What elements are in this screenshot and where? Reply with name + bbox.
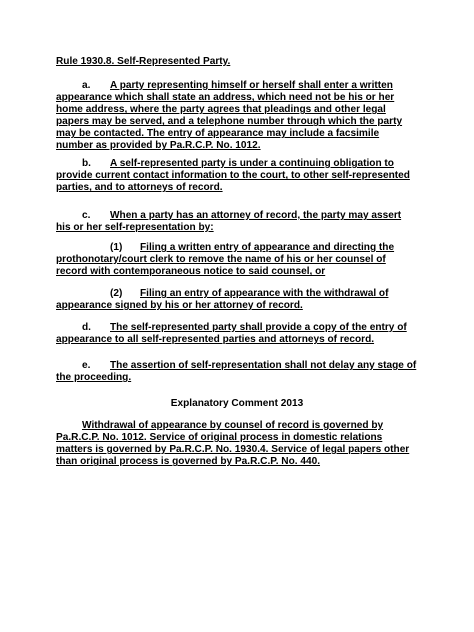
paragraph-c-item-1-text: Filing a written entry of appearance and directing the prothonotary/court clerk to remove the name of his or her counsel of record with contemporaneous notice to said counsel, or: [56, 242, 395, 278]
paragraph-e-label: e.: [82, 360, 91, 371]
paragraph-c-item-1-label: (1): [110, 242, 123, 253]
paragraph-b: [56, 158, 418, 194]
paragraph-c-item-2: [56, 288, 418, 312]
paragraph-a: [56, 80, 418, 153]
comment-body: Withdrawal of appearance by counsel of record is governed by Pa.R.C.P. No. 1012. Service of original process in domestic relations matters is governed by Pa.R.C.P. No. 1930.4. Service of legal papers other than original process is governed by Pa.R.C.P. No. 440.: [56, 420, 410, 468]
paragraph-d: [56, 322, 418, 346]
paragraph-e: [56, 360, 418, 384]
paragraph-c-item-2-text: Filing an entry of appearance with the withdrawal of appearance signed by his or her attorney of record.: [56, 288, 389, 312]
paragraph-b-label: b.: [82, 158, 91, 169]
rule-title: Rule 1930.8. Self-Represented Party.: [56, 56, 231, 67]
comment-heading: Explanatory Comment 2013: [170, 398, 304, 409]
paragraph-c: [56, 210, 418, 234]
paragraph-a-text: A party representing himself or herself shall enter a written appearance which shall state an address, which need not be his or her home address, where the party agrees that pleadings and other legal papers may be served, and a telephone number through which the party may be contacted. The entry of appearance may include a facsimile number as provided by Pa.R.C.P. No. 1012.: [56, 80, 403, 152]
comment-text: [56, 420, 418, 468]
paragraph-d-text: The self-represented party shall provide a copy of the entry of appearance to all self-represented parties and attorneys of record.: [56, 322, 407, 346]
paragraph-a-label: a.: [82, 80, 91, 91]
paragraph-c-text: When a party has an attorney of record, the party may assert his or her self-representation by:: [56, 210, 402, 234]
paragraph-e-text: The assertion of self-representation shall not delay any stage of the proceeding.: [56, 360, 417, 384]
paragraph-c-label: c.: [82, 210, 91, 221]
paragraph-b-text: A self-represented party is under a continuing obligation to provide current contact information to the court, to other self-represented parties, and to attorneys of record.: [56, 158, 410, 194]
paragraph-c-item-1: [56, 242, 418, 278]
paragraph-d-label: d.: [82, 322, 91, 333]
paragraph-c-item-2-label: (2): [110, 288, 123, 299]
